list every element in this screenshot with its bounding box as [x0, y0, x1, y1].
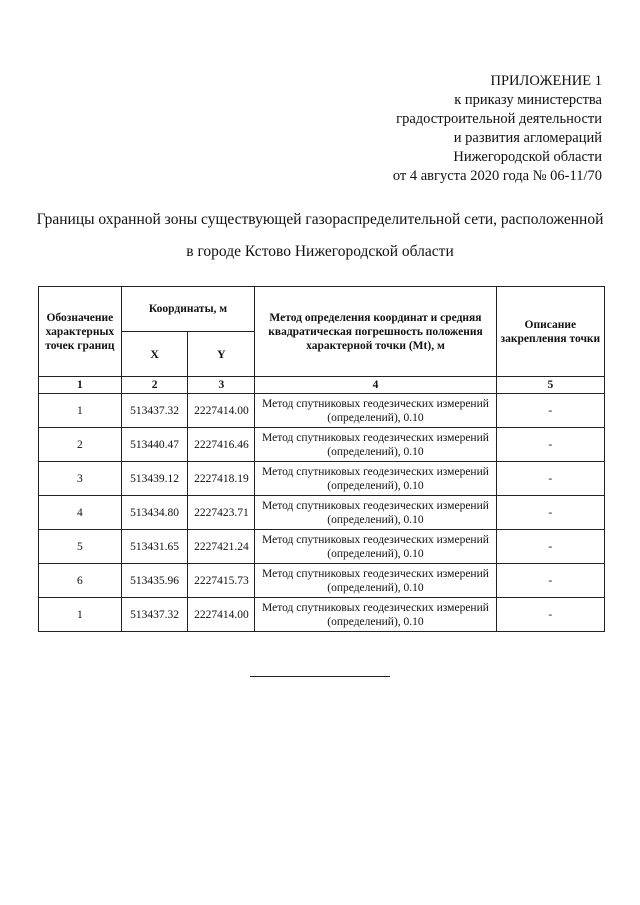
coord-x: 513434.80 — [121, 496, 188, 530]
table-row — [39, 428, 605, 462]
appendix-title: ПРИЛОЖЕНИЕ 1 — [490, 73, 602, 89]
column-number: 4 — [255, 377, 496, 394]
header-point: Обозначение характерных точек границ — [39, 287, 122, 377]
coord-y: 2227415.73 — [188, 564, 255, 598]
table-row — [39, 530, 605, 564]
table-row — [39, 598, 605, 632]
document-title — [30, 204, 610, 268]
coord-y: 2227418.19 — [188, 462, 255, 496]
coord-x: 513437.32 — [121, 394, 188, 428]
column-number: 1 — [39, 377, 122, 394]
point-id: 3 — [39, 462, 122, 496]
method-cell: Метод спутниковых геодезических измерений (определений), 0.10 — [255, 530, 496, 564]
description-cell: - — [496, 496, 604, 530]
description-cell: - — [496, 530, 604, 564]
coord-x: 513431.65 — [121, 530, 188, 564]
appendix-date-number: от 4 августа 2020 года № 06-11/70 — [392, 168, 602, 184]
description-cell: - — [496, 462, 604, 496]
coord-x: 513439.12 — [121, 462, 188, 496]
coord-y: 2227416.46 — [188, 428, 255, 462]
point-id: 6 — [39, 564, 122, 598]
method-cell: Метод спутниковых геодезических измерений (определений), 0.10 — [255, 598, 496, 632]
appendix-header — [393, 72, 602, 186]
coord-y: 2227423.71 — [188, 496, 255, 530]
header-description: Описание закрепления точки — [496, 287, 604, 377]
boundary-points-table — [38, 286, 605, 632]
description-cell: - — [496, 394, 604, 428]
method-cell: Метод спутниковых геодезических измерений (определений), 0.10 — [255, 462, 496, 496]
appendix-ministry-line-2: и развития агломераций — [453, 130, 602, 146]
appendix-region-line: Нижегородской области — [453, 149, 602, 165]
description-cell: - — [496, 598, 604, 632]
table-row — [39, 394, 605, 428]
method-cell: Метод спутниковых геодезических измерений (определений), 0.10 — [255, 496, 496, 530]
point-id: 2 — [39, 428, 122, 462]
coord-y: 2227414.00 — [188, 598, 255, 632]
point-id: 4 — [39, 496, 122, 530]
description-cell: - — [496, 564, 604, 598]
header-method: Метод определения координат и средняя квадратическая погрешность положения характерной точки (Mt), м — [255, 287, 496, 377]
coord-y: 2227414.00 — [188, 394, 255, 428]
coord-x: 513437.32 — [121, 598, 188, 632]
table-header-row — [39, 287, 605, 332]
description-cell: - — [496, 428, 604, 462]
method-cell: Метод спутниковых геодезических измерений (определений), 0.10 — [255, 564, 496, 598]
header-y: Y — [188, 332, 255, 377]
table-row — [39, 496, 605, 530]
point-id: 1 — [39, 394, 122, 428]
table-row — [39, 462, 605, 496]
coord-x: 513435.96 — [121, 564, 188, 598]
column-number: 5 — [496, 377, 604, 394]
column-number-row — [39, 377, 605, 394]
coord-x: 513440.47 — [121, 428, 188, 462]
point-id: 5 — [39, 530, 122, 564]
method-cell: Метод спутниковых геодезических измерений (определений), 0.10 — [255, 394, 496, 428]
point-id: 1 — [39, 598, 122, 632]
document-title-line-2: в городе Кстово Нижегородской области — [186, 243, 454, 260]
appendix-ministry-line: градостроительной деятельности — [396, 111, 602, 127]
method-cell: Метод спутниковых геодезических измерений (определений), 0.10 — [255, 428, 496, 462]
appendix-order-line: к приказу министерства — [454, 92, 602, 108]
header-x: X — [121, 332, 188, 377]
table-row — [39, 564, 605, 598]
signature-line — [250, 676, 390, 677]
column-number: 3 — [188, 377, 255, 394]
coord-y: 2227421.24 — [188, 530, 255, 564]
header-coordinates: Координаты, м — [121, 287, 255, 332]
document-title-line-1: Границы охранной зоны существующей газораспределительной сети, расположенной — [36, 211, 604, 228]
column-number: 2 — [121, 377, 188, 394]
